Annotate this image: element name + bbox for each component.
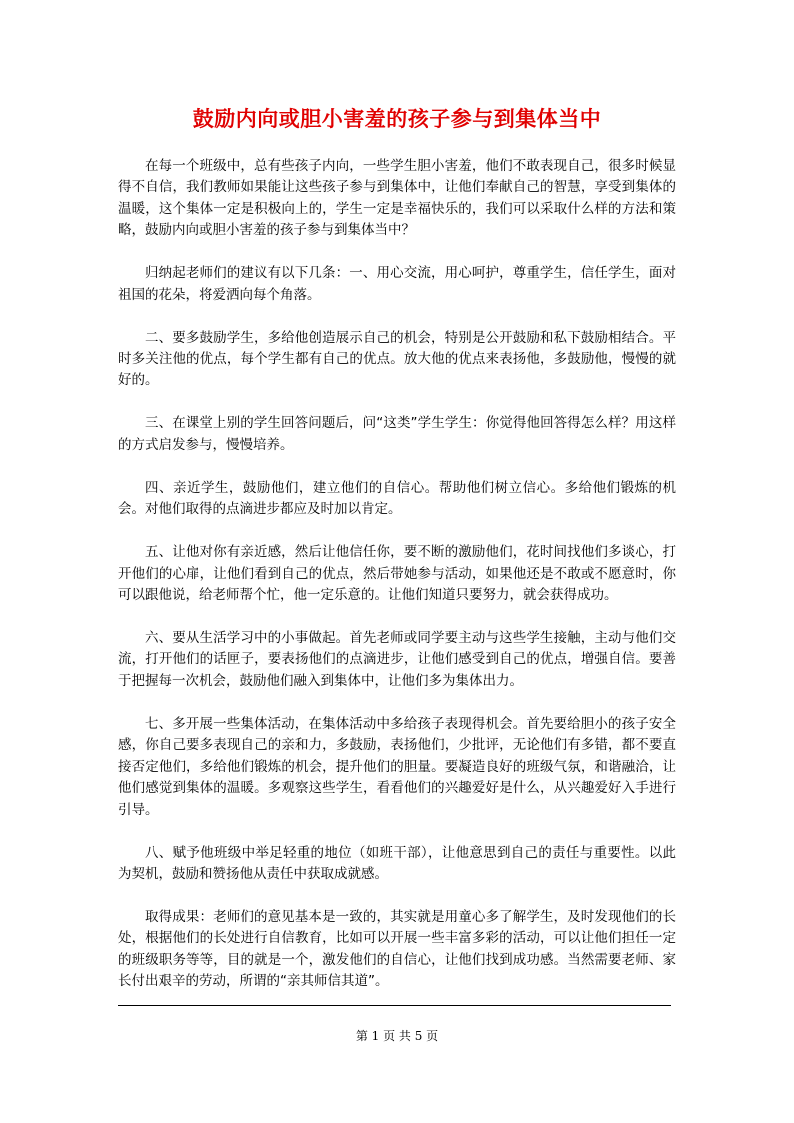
paragraph-suggestion-4: 四、亲近学生，鼓励他们，建立他们的自信心。帮助他们树立信心。多给他们锻炼的机会。对他们取得的点滴进步都应及时加以肯定。 [118,479,676,518]
paragraph-result: 取得成果：老师们的意见基本是一致的，其实就是用童心多了解学生，及时发现他们的长处，根据他们的长处进行自信教育，比如可以开展一些丰富多彩的活动，可以让他们担任一定的班级职务等等，目的就是一个，激发他们的自信心，让他们找到成功感。当然需要老师、家长付出艰辛的劳动，所谓的“亲其师信其道”。 [118,908,676,990]
paragraph-suggestion-6: 六、要从生活学习中的小事做起。首先老师或同学要主动与这些学生接触，主动与他们交流，打开他们的话匣子，要表扬他们的点滴进步，让他们感受到自己的优点，增强自信。要善于把握每一次机会，鼓励他们融入到集体中，让他们多为集体出力。 [118,630,676,689]
document-body [118,156,676,1014]
page-number-footer: 第 1 页 共 5 页 [355,1029,439,1043]
paragraph-suggestion-7: 七、多开展一些集体活动，在集体活动中多给孩子表现得机会。首先要给胆小的孩子安全感，你自己要多表现自己的亲和力，多鼓励，表扬他们，少批评，无论他们有多错，都不要直接否定他们，多给他们锻炼的机会，提升他们的胆量。要凝造良好的班级气氛，和谐融洽，让他们感觉到集体的温暖。多观察这些学生，看看他们的兴趣爱好是什么，从兴趣爱好入手进行引导。 [118,715,676,818]
footer-divider [118,1005,671,1006]
document-title: 鼓励内向或胆小害羞的孩子参与到集体当中 [192,106,602,131]
paragraph-suggestion-2: 二、要多鼓励学生，多给他创造展示自己的机会，特别是公开鼓励和私下鼓励相结合。平时多关注他的优点，每个学生都有自己的优点。放大他的优点来表扬他，多鼓励他，慢慢的就好的。 [118,329,676,389]
paragraph-suggestion-5: 五、让他对你有亲近感，然后让他信任你，要不断的激励他们，花时间找他们多谈心，打开他们的心扉，让他们看到自己的优点，然后带她参与活动，如果他还是不敢或不愿意时，你可以跟他说，给老师帮个忙，他一定乐意的。让他们知道只要努力，就会获得成功。 [118,544,676,604]
paragraph-suggestion-8: 八、赋予他班级中举足轻重的地位（如班干部），让他意思到自己的责任与重要性。以此为契机，鼓励和赞扬他从责任中获取成就感。 [118,844,676,882]
paragraph-suggestion-3: 三、在课堂上别的学生回答问题后，问“这类”学生学生：你觉得他回答得怎么样？用这样的方式启发参与，慢慢培养。 [118,415,676,453]
paragraph-intro: 在每一个班级中，总有些孩子内向，一些学生胆小害羞，他们不敢表现自己，很多时候显得不自信，我们教师如果能让这些孩子参与到集体中，让他们奉献自己的智慧，享受到集体的温暖，这个集体一定是积极向上的，学生一定是幸福快乐的，我们可以采取什么样的方法和策略，鼓励内向或胆小害羞的孩子参与到集体当中？ [118,158,676,239]
paragraph-suggestion-1: 归纳起老师们的建议有以下几条：一、用心交流，用心呵护，尊重学生，信任学生，面对祖国的花朵，将爱洒向每个角落。 [118,265,676,303]
